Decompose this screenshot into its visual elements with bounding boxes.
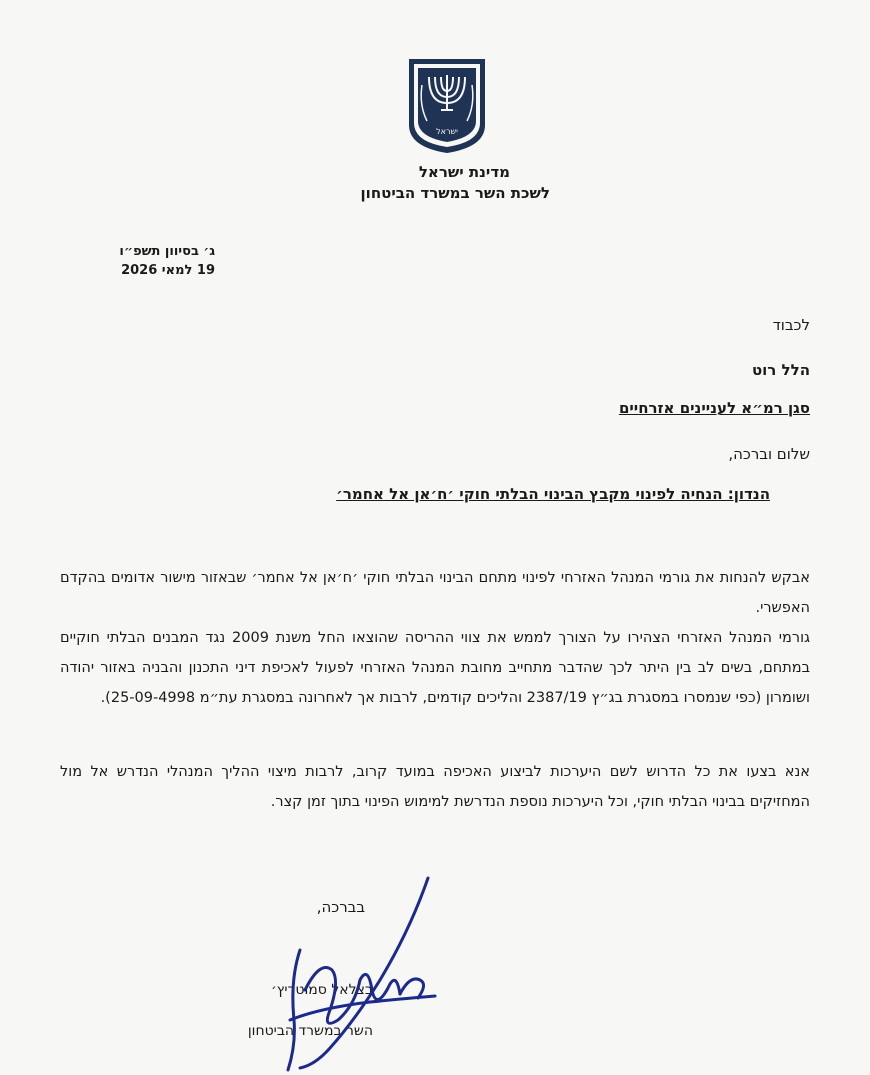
recipient-name: הלל רוט: [751, 361, 810, 379]
org-name: מדינת ישראל: [418, 163, 510, 181]
body-paragraph-1: אבקש להנחות את גורמי המנהל האזרחי לפינוי מתחם הבינוי הבלתי חוקי ׳ח׳אן אל אחמר׳ שבאזור מישור אדומים בהקדם האפשרי.: [60, 570, 810, 616]
closing-blessing: בברכה,: [316, 898, 365, 916]
signer-name: בצלאל סמוטריץ׳: [270, 982, 373, 998]
body-paragraph-2: גורמי המנהל האזרחי הצהירו על הצורך לממש את צווי ההריסה שהוצאו החל משנת 2009 נגד המבנים הבלתי חוקיים במתחם, בשים לב בין היתר לכך שהדבר מתחייב מחובת המנהל האזרחי לפעול לאכיפת דיני התכנון והבניה באזור יהודה ושומרון (כפי שנמסרו במסגרת בג״ץ 2387/19 והליכים קודמים, לרבות אך לאחרונה במסגרת עת״מ 25-09-4998).: [60, 630, 810, 706]
handwritten-signature: [260, 870, 450, 1075]
recipient-title: סגן רמ״א לעניינים אזרחיים: [618, 399, 810, 417]
gregorian-date: 19 למאי 2026: [121, 263, 215, 278]
state-emblem-menorah-icon: [405, 55, 489, 155]
signer-title: השר במשרד הביטחון: [247, 1023, 373, 1039]
body-paragraph-3: אנא בצעו את כל הדרוש לשם היערכות לביצוע האכיפה במועד קרוב, לרבות מיצוי ההליך המנהלי הנדרש אל מול המחזיקים בבינוי הבלתי חוקי, וכל היערכות נוספת הנדרשת למימוש הפינוי בתוך זמן קצר.: [60, 764, 810, 810]
office-name: לשכת השר במשרד הביטחון: [360, 184, 550, 202]
greeting: שלום וברכה,: [728, 445, 810, 463]
recipient-label: לכבוד: [772, 316, 810, 334]
subject-line: הנדון: הנחיה לפינוי מקבץ הבינוי הבלתי חוקי ׳ח׳אן אל אחמר׳: [336, 485, 770, 503]
emblem-text: ישראל: [436, 127, 458, 136]
hebrew-date: ג׳ בסיוון תשפ״ו: [119, 244, 215, 259]
